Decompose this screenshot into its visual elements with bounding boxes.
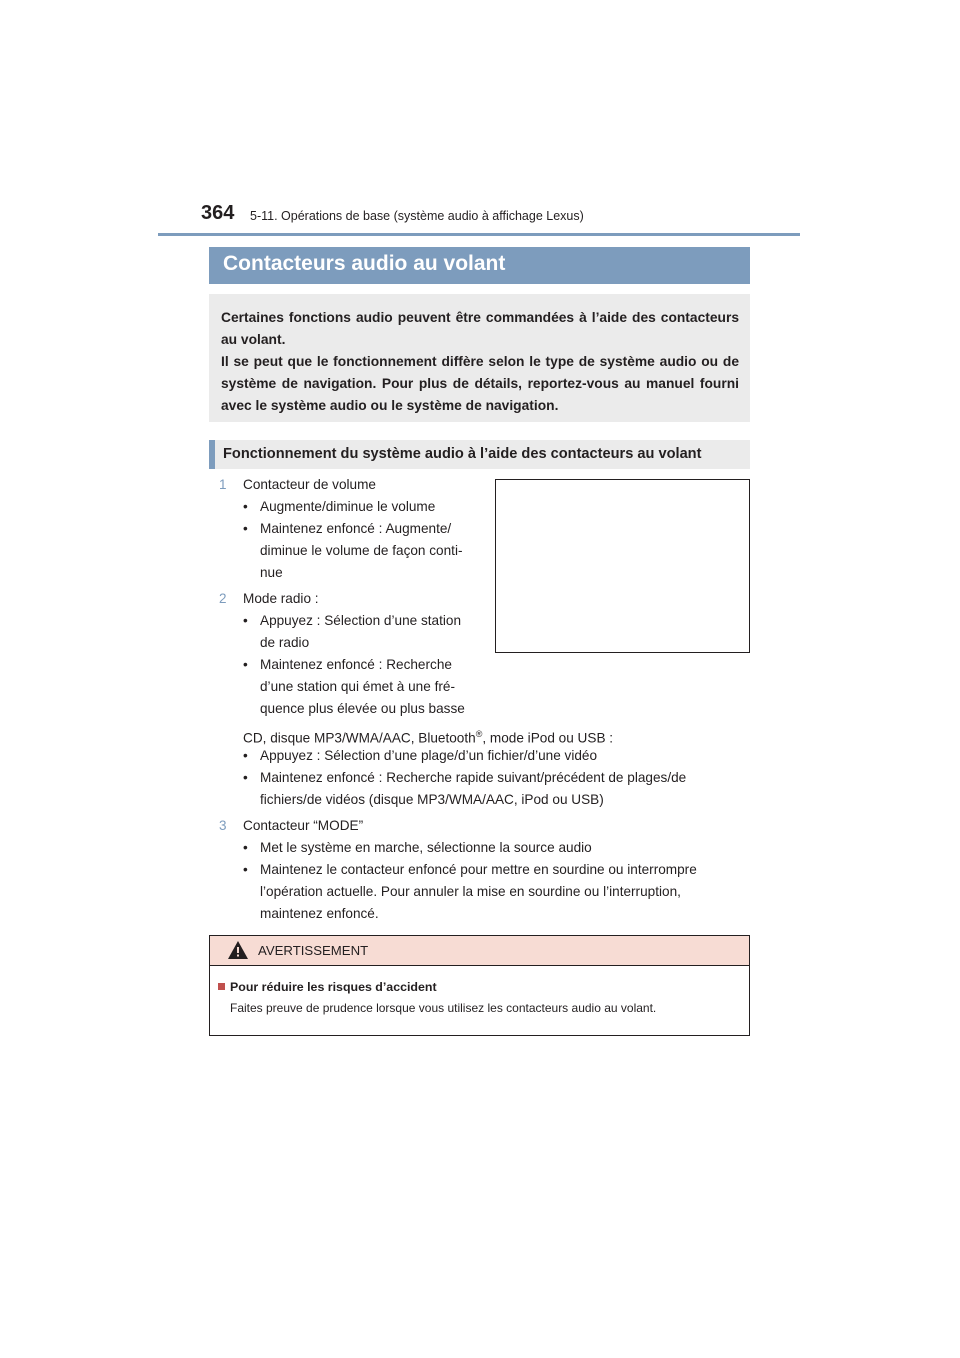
page-number: 364: [201, 202, 235, 224]
bullet-dot: •: [243, 748, 248, 763]
bullet-text-line-2: de radio: [260, 635, 310, 650]
intro-paragraph-2: Il se peut que le fonctionnement diffère selon le type de système audio ou de système de navigation. Pour plus de détails, reportez-vous au manuel fourni avec le système audio ou le système de navigation.: [221, 354, 739, 413]
intro-paragraph-1: Certaines fonctions audio peuvent être commandées à l’aide des contacteurs au volant.: [221, 310, 739, 347]
bullet-dot: •: [243, 613, 248, 628]
warning-box: [209, 935, 750, 1036]
bullet-dot: •: [243, 770, 248, 785]
steering-switch-figure: [495, 479, 750, 653]
bullet-text-line-3: quence plus élevée ou plus basse: [260, 701, 465, 716]
bullet-text: Met le système en marche, sélectionne la source audio: [260, 840, 592, 855]
bullet-text-line-1: Maintenez le contacteur enfoncé pour mettre en sourdine ou interrompre: [260, 862, 697, 877]
bullet-text-line-2: fichiers/de vidéos (disque MP3/WMA/AAC, iPod ou USB): [260, 792, 604, 807]
warning-square-marker: [218, 983, 225, 990]
bullet-text-line-1: Appuyez : Sélection d’une station: [260, 613, 462, 628]
header-rule: [158, 233, 800, 236]
item-2-title: Mode radio :: [243, 591, 319, 606]
warning-body: Faites preuve de prudence lorsque vous utilisez les contacteurs audio au volant.: [230, 1001, 657, 1015]
bullet-text-line-3: maintenez enfoncé.: [260, 906, 379, 921]
bullet-text-line-3: nue: [260, 565, 283, 580]
warning-header: [210, 936, 749, 966]
cd-title-tail: , mode iPod ou USB :: [482, 730, 614, 746]
warning-triangle-icon: [228, 941, 248, 959]
warning-heading: Pour réduire les risques d’accident: [230, 980, 437, 994]
bullet-text-line-1: Maintenez enfoncé : Augmente/: [260, 521, 452, 536]
subsection-stripe: [209, 440, 215, 469]
bullet-text-line-2: d’une station qui émet à une fré-: [260, 679, 455, 694]
callout-number-2: 2: [219, 591, 227, 606]
bullet-dot: •: [243, 862, 248, 877]
bullet-text-line-2: l’opération actuelle. Pour annuler la mise en sourdine ou l’interruption,: [260, 884, 681, 899]
registered-mark: ®: [475, 729, 483, 739]
bullet-text: Augmente/diminue le volume: [260, 499, 436, 514]
running-header: 5-11. Opérations de base (système audio à affichage Lexus): [250, 209, 584, 223]
bullet-text-line-2: diminue le volume de façon conti-: [260, 543, 463, 558]
cd-title-main: CD, disque MP3/WMA/AAC, Bluetooth: [243, 730, 476, 746]
section-title: Contacteurs audio au volant: [223, 252, 506, 275]
callout-number-3: 3: [219, 818, 227, 833]
bullet-text: Appuyez : Sélection d’une plage/d’un fichier/d’une vidéo: [260, 748, 598, 763]
bullet-dot: •: [243, 521, 248, 536]
item-3-title: Contacteur “MODE”: [243, 818, 364, 833]
bullet-dot: •: [243, 657, 248, 672]
bullet-dot: •: [243, 840, 248, 855]
item-1-title: Contacteur de volume: [243, 477, 376, 492]
warning-title: AVERTISSEMENT: [258, 943, 369, 958]
subsection-bar: [209, 440, 750, 469]
bullet-text-line-1: Maintenez enfoncé : Recherche rapide suivant/précédent de plages/de: [260, 770, 687, 785]
intro-box: [209, 294, 750, 422]
callout-number-1: 1: [219, 477, 227, 492]
intro-text: [221, 307, 739, 417]
bullet-text-line-1: Maintenez enfoncé : Recherche: [260, 657, 452, 672]
bullet-dot: •: [243, 499, 248, 514]
subsection-title: Fonctionnement du système audio à l’aide des contacteurs au volant: [223, 446, 702, 462]
section-title-bar: [209, 247, 750, 284]
